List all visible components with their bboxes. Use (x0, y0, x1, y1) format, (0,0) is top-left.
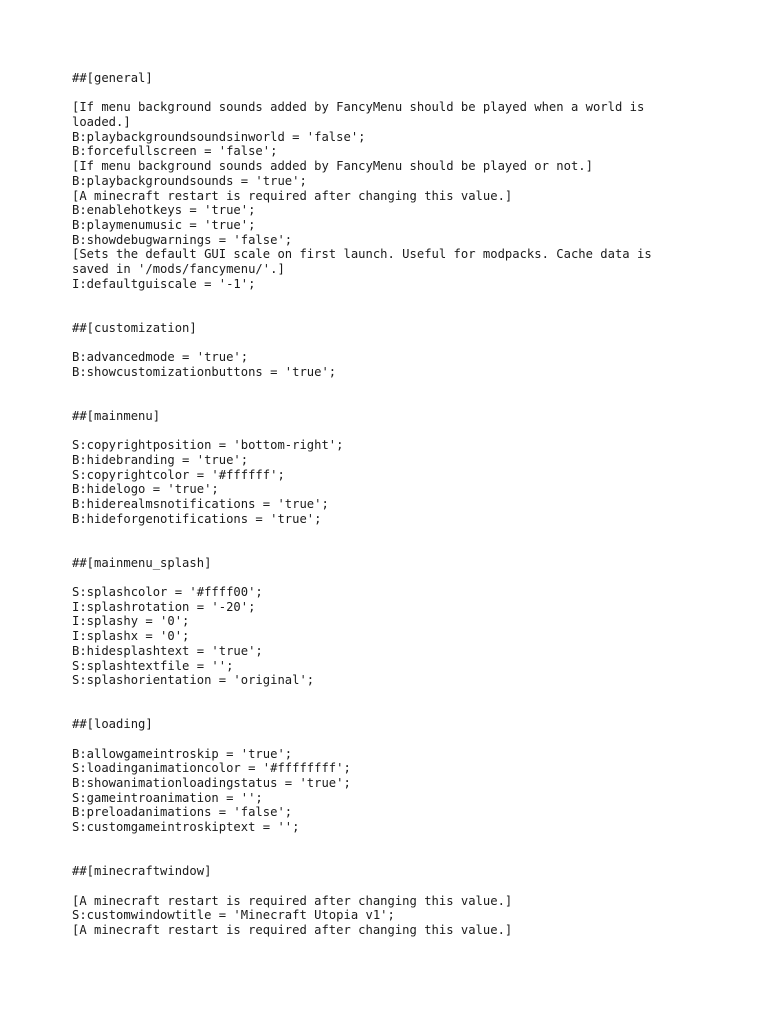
blank-line (72, 291, 752, 306)
comment-line: [If menu background sounds added by FancyMenu should be played or not.] (72, 159, 593, 174)
section-header: ##[minecraftwindow] (72, 864, 212, 879)
config-entry: B:preloadanimations = 'false'; (72, 805, 293, 820)
config-entry: B:allowgameintroskip = 'true'; (72, 746, 293, 761)
config-entry: S:copyrightcolor = '#ffffff'; (72, 467, 285, 482)
config-entry: B:showdebugwarnings = 'false'; (72, 232, 293, 247)
comment-line: [If menu background sounds added by FancyMenu should be played when a world is (72, 100, 645, 115)
config-entry: S:copyrightposition = 'bottom-right'; (72, 438, 344, 453)
blank-line (72, 306, 752, 321)
config-entry: B:enablehotkeys = 'true'; (72, 203, 256, 218)
blank-line (72, 732, 752, 747)
config-entry: S:customwindowtitle = 'Minecraft Utopia v1'; (72, 908, 395, 923)
config-entry: B:playbackgroundsounds = 'true'; (72, 173, 307, 188)
section-header: ##[mainmenu_splash] (72, 555, 212, 570)
config-entry: B:advancedmode = 'true'; (72, 350, 249, 365)
comment-line: [Sets the default GUI scale on first launch. Useful for modpacks. Cache data is (72, 247, 652, 262)
blank-line (72, 688, 752, 703)
blank-line (72, 335, 752, 350)
comment-line: loaded.] (72, 115, 131, 130)
config-entry: B:hidelogo = 'true'; (72, 482, 219, 497)
blank-line (72, 541, 752, 556)
blank-line (72, 703, 752, 718)
blank-line (72, 879, 752, 894)
blank-line (72, 526, 752, 541)
comment-line: [A minecraft restart is required after changing this value.] (72, 893, 513, 908)
comment-line: [A minecraft restart is required after changing this value.] (72, 922, 513, 937)
config-entry: S:loadinganimationcolor = '#ffffffff'; (72, 761, 351, 776)
config-entry: I:defaultguiscale = '-1'; (72, 276, 256, 291)
config-entry: B:playmenumusic = 'true'; (72, 217, 256, 232)
config-entry: B:forcefullscreen = 'false'; (72, 144, 278, 159)
blank-line (72, 835, 752, 850)
config-entry: B:hidebranding = 'true'; (72, 452, 249, 467)
config-entry: I:splashrotation = '-20'; (72, 599, 256, 614)
config-entry: S:customgameintroskiptext = ''; (72, 820, 300, 835)
blank-line (72, 424, 752, 439)
config-entry: B:showanimationloadingstatus = 'true'; (72, 776, 351, 790)
section-header: ##[general] (72, 71, 153, 85)
config-document (72, 71, 752, 938)
config-entry: I:splashy = '0'; (72, 614, 190, 629)
config-entry: B:showcustomizationbuttons = 'true'; (72, 364, 337, 379)
config-entry: B:playbackgroundsoundsinworld = 'false'; (72, 129, 366, 144)
section-header: ##[mainmenu] (72, 408, 161, 423)
blank-line (72, 379, 752, 394)
config-entry: B:hideforgenotifications = 'true'; (72, 511, 322, 526)
config-entry: S:splashcolor = '#ffff00'; (72, 585, 263, 600)
comment-line: saved in '/mods/fancymenu/'.] (72, 261, 285, 276)
config-entry: S:splashtextfile = ''; (72, 658, 234, 673)
config-entry: B:hidesplashtext = 'true'; (72, 643, 263, 658)
blank-line (72, 86, 752, 101)
section-header: ##[customization] (72, 320, 197, 335)
config-entry: I:splashx = '0'; (72, 629, 190, 644)
blank-line (72, 849, 752, 864)
blank-line (72, 394, 752, 409)
config-entry: B:hiderealmsnotifications = 'true'; (72, 496, 329, 511)
section-header: ##[loading] (72, 717, 153, 732)
config-entry: S:gameintroanimation = ''; (72, 790, 263, 805)
config-entry: S:splashorientation = 'original'; (72, 673, 315, 688)
blank-line (72, 570, 752, 585)
comment-line: [A minecraft restart is required after changing this value.] (72, 188, 513, 203)
